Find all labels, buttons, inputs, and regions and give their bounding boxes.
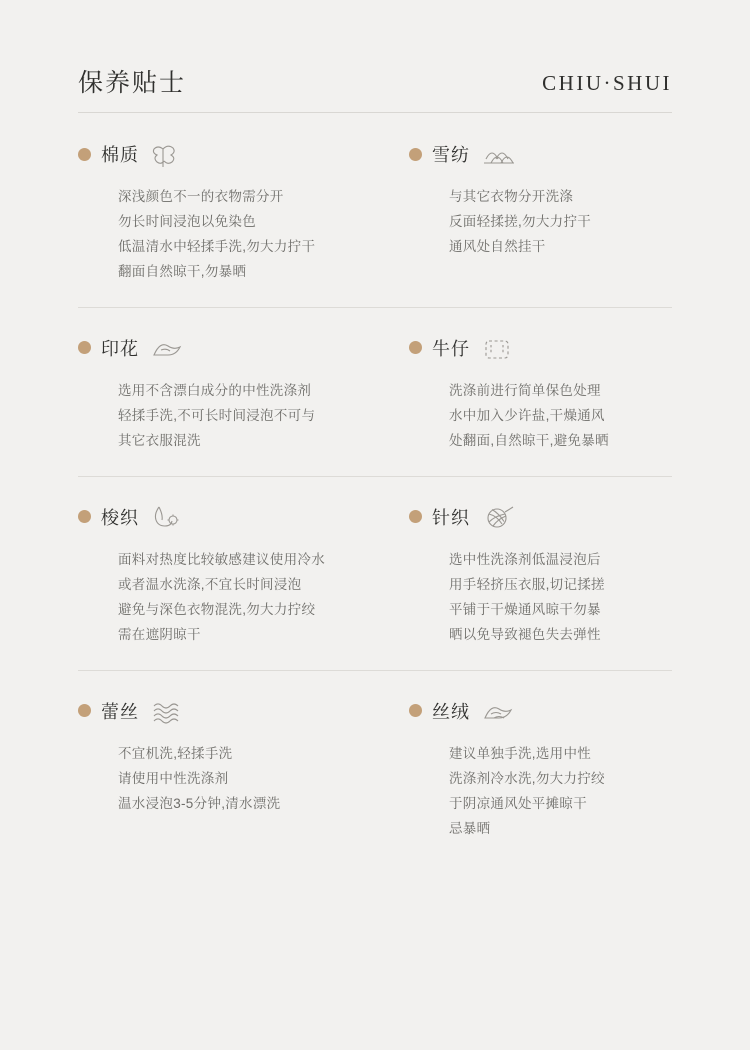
care-line: 深浅颜色不一的衣物需分开 xyxy=(118,189,284,204)
care-card xyxy=(78,139,375,285)
care-line: 反面轻揉搓,勿大力拧干 xyxy=(449,213,592,229)
care-line: 洗涤剂冷水洗,勿大力拧绞 xyxy=(449,770,605,786)
cotton-plant-icon xyxy=(151,139,191,169)
bullet-dot xyxy=(409,341,422,354)
care-section xyxy=(78,476,672,670)
yarn-ball-icon xyxy=(482,502,522,532)
care-card-title: 棉质 xyxy=(101,145,139,165)
care-line: 水中加入少许盐,干燥通风 xyxy=(449,407,605,423)
care-line: 面料对热度比较敏感建议使用冷水 xyxy=(118,551,325,567)
care-line: 温水浸泡3-5分钟,清水漂洗 xyxy=(118,795,281,811)
care-line: 平铺于干燥通风晾干勿暴 xyxy=(449,601,601,617)
bullet-dot xyxy=(78,510,91,523)
care-line: 用手轻挤压衣服,切记揉搓 xyxy=(449,576,605,592)
lace-waves-icon xyxy=(151,696,191,726)
care-line: 需在遮阴晾干 xyxy=(118,626,201,642)
care-line: 选中性洗涤剂低温浸泡后 xyxy=(449,551,601,567)
bullet-dot xyxy=(78,704,91,717)
care-line: 低温清水中轻揉手洗,勿大力拧干 xyxy=(118,238,316,254)
page-header xyxy=(78,0,672,112)
care-card-title: 针织 xyxy=(432,507,470,528)
chiffon-waves-icon xyxy=(482,139,522,169)
bullet-dot xyxy=(78,341,91,354)
care-line: 通风处自然挂干 xyxy=(449,238,546,254)
care-line: 洗涤前进行简单保色处理 xyxy=(449,382,601,398)
care-line: 晒以免导致褪色失去弹性 xyxy=(449,626,601,642)
care-section xyxy=(78,307,672,476)
care-card-body xyxy=(409,548,672,648)
care-card-body xyxy=(78,379,375,454)
care-card-head xyxy=(409,139,672,169)
care-line: 轻揉手洗,不可长时间浸泡不可与 xyxy=(118,407,316,423)
care-card-head xyxy=(78,502,375,532)
bullet-dot xyxy=(409,148,422,161)
brand-logo: CHIU·SHUI xyxy=(542,71,672,95)
care-card-body xyxy=(78,548,375,648)
care-line: 选用不含漂白成分的中性洗涤剂 xyxy=(118,382,312,398)
care-card-title: 印花 xyxy=(101,338,139,359)
care-line: 与其它衣物分开洗涤 xyxy=(449,189,574,204)
care-line: 建议单独手洗,选用中性 xyxy=(449,745,592,761)
care-line: 不宜机洗,轻揉手洗 xyxy=(118,745,233,761)
care-card-body xyxy=(409,742,672,842)
care-section xyxy=(78,670,672,864)
care-card-body xyxy=(78,185,375,285)
care-card-head xyxy=(409,502,672,532)
woven-fabric-icon xyxy=(151,502,191,532)
care-line: 忌暴晒 xyxy=(449,820,491,836)
bullet-dot xyxy=(409,704,422,717)
page-title: 保养贴士 xyxy=(78,69,187,97)
care-card-head xyxy=(409,696,672,726)
care-card-body xyxy=(78,742,375,817)
care-card-body xyxy=(409,379,672,454)
care-line: 或者温水洗涤,不宜长时间浸泡 xyxy=(118,576,302,592)
care-card-title: 丝绒 xyxy=(432,701,470,722)
care-card xyxy=(78,696,375,842)
care-card xyxy=(375,139,672,285)
care-card xyxy=(375,333,672,454)
care-line: 于阴凉通风处平摊晾干 xyxy=(449,795,587,811)
care-section xyxy=(78,113,672,307)
care-card xyxy=(78,333,375,454)
print-flag-icon xyxy=(151,333,191,363)
care-line: 避免与深色衣物混洗,勿大力拧绞 xyxy=(118,601,316,617)
care-card-title: 牛仔 xyxy=(432,338,470,359)
care-line: 处翻面,自然晾干,避免暴晒 xyxy=(449,432,609,448)
care-line: 翻面自然晾干,勿暴晒 xyxy=(118,263,247,279)
care-card-body xyxy=(409,185,672,260)
velvet-flag-icon xyxy=(482,696,522,726)
care-card-head xyxy=(78,333,375,363)
care-card-title: 梭织 xyxy=(101,507,139,528)
bullet-dot xyxy=(78,148,91,161)
care-line: 勿长时间浸泡以免染色 xyxy=(118,213,256,229)
care-card xyxy=(375,696,672,842)
care-line: 请使用中性洗涤剂 xyxy=(118,770,229,786)
denim-patch-icon xyxy=(482,333,522,363)
care-card-head xyxy=(78,696,375,726)
care-card xyxy=(375,502,672,648)
care-card xyxy=(78,502,375,648)
bullet-dot xyxy=(409,510,422,523)
care-card-title: 雪纺 xyxy=(432,145,470,165)
care-card-title: 蕾丝 xyxy=(101,701,139,722)
care-card-head xyxy=(409,333,672,363)
care-line: 其它衣服混洗 xyxy=(118,432,201,448)
care-card-head xyxy=(78,139,375,169)
